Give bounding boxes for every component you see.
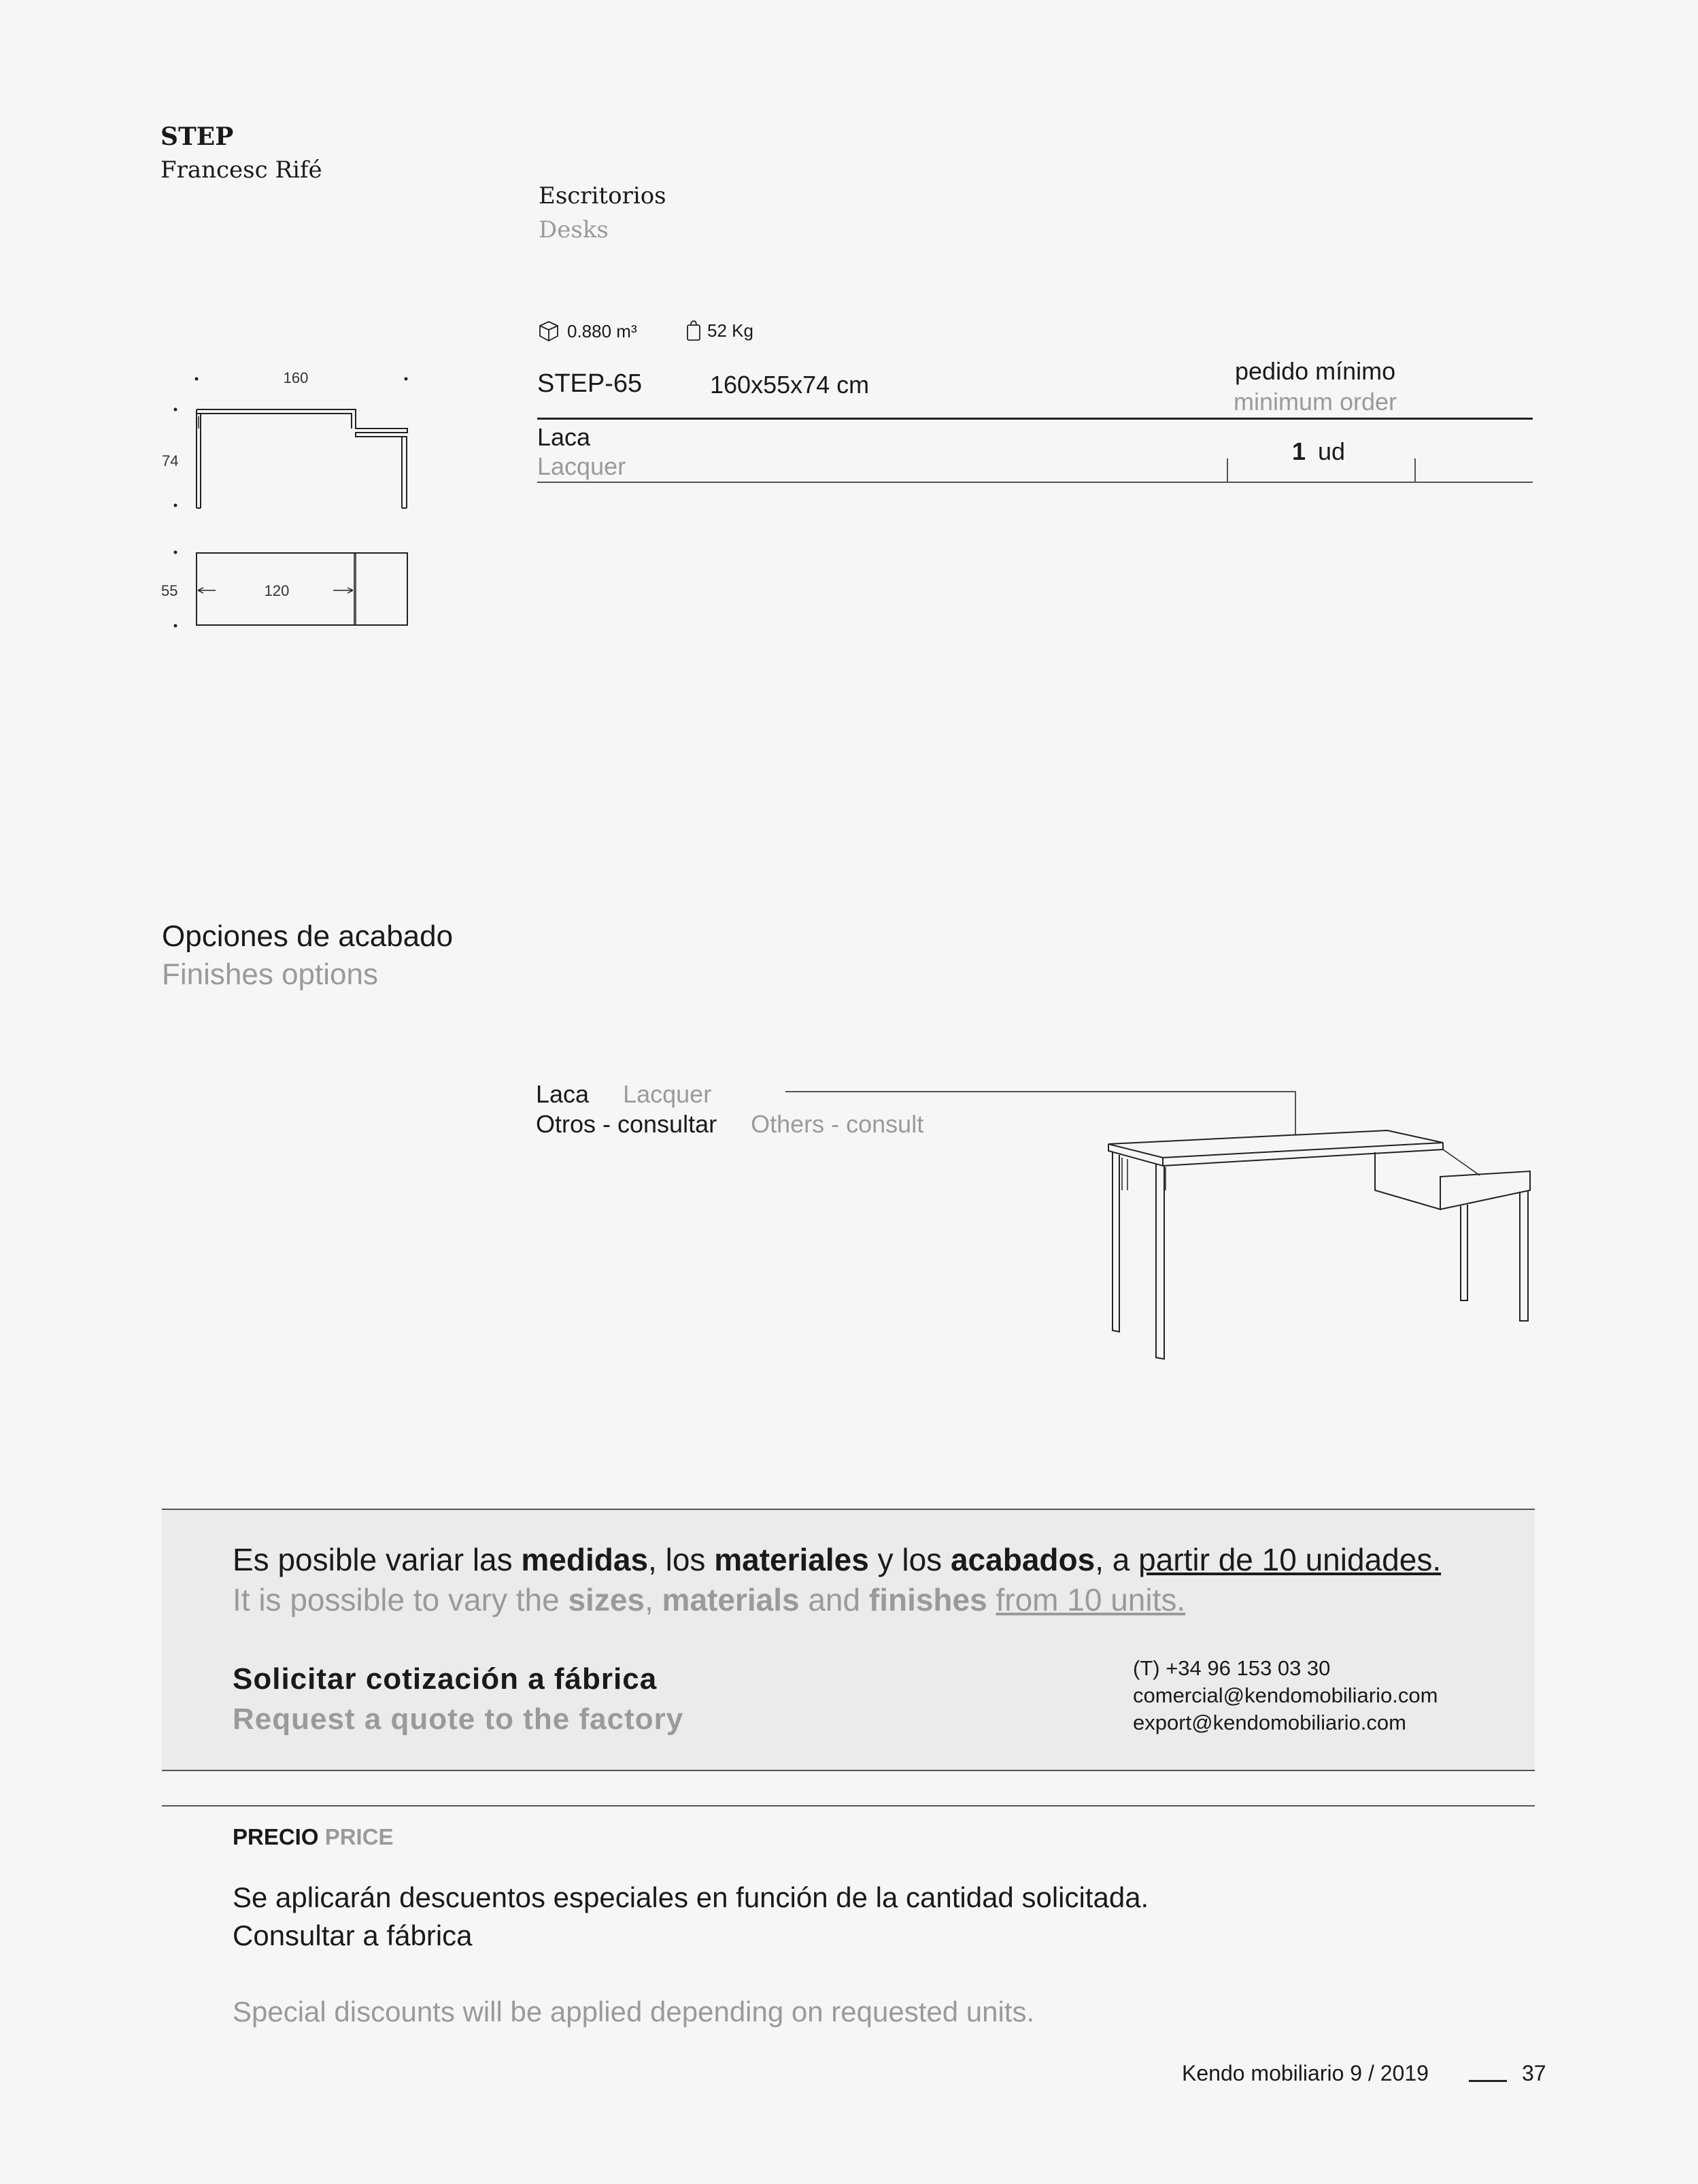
reference-code: STEP-65 [537,369,643,398]
request-quote-es: Solicitar cotización a fábrica [233,1662,658,1696]
request-quote-en: Request a quote to the factory [233,1702,684,1736]
volume-spec [537,320,637,343]
price-text-es-consult: Consultar a fábrica [233,1919,473,1951]
dim-depth: 55 [161,582,178,599]
footer-catalog: Kendo mobiliario 9 / 2019 [1182,2061,1429,2085]
volume-value: 0.880 m³ [567,320,637,341]
customization-note-en: It is possible to vary the sizes, materials and finishes from 10 units. [233,1582,1186,1617]
dim-height: 74 [162,452,179,469]
page-number: 37 [1522,2061,1546,2085]
finish-option-en: Lacquer [623,1080,712,1108]
min-order-quantity [1292,437,1345,466]
quantity-value: 1 [1292,437,1306,465]
category-en: Desks [539,216,609,243]
contact-phone[interactable]: (T) +34 96 153 03 30 [1133,1656,1331,1680]
contact-block [1133,1655,1438,1736]
reference-dimensions: 160x55x74 cm [710,371,870,399]
product-name: STEP [160,122,234,151]
footer-dash [1469,2080,1507,2082]
contact-email-export[interactable]: export@kendomobiliario.com [1133,1711,1406,1734]
contact-email-commercial[interactable]: comercial@kendomobiliario.com [1133,1683,1438,1707]
finishes-title-es: Opciones de acabado [162,920,454,953]
weight-icon [685,320,702,341]
price-label [233,1824,394,1850]
price-label-en: PRICE [324,1824,394,1849]
finish-option-es: Otros - consultar [536,1110,717,1138]
price-text-en: Special discounts will be applied depending on requested units. [233,1996,1035,2028]
dim-inner-width: 120 [264,582,290,599]
weight-spec [685,320,753,341]
customization-note-es: Es posible variar las medidas, los materiales y los acabados, a partir de 10 unidades. [233,1542,1442,1577]
price-label-es: PRECIO [233,1824,319,1849]
quantity-divider-left [1227,458,1228,482]
table-header-rule [537,418,1533,420]
min-order-label-en: minimum order [1234,388,1397,416]
technical-drawing [153,360,425,639]
quantity-unit: ud [1318,437,1346,465]
price-text-es: Se aplicarán descuentos especiales en función de la cantidad solicitada. [233,1881,1149,1913]
dim-width: 160 [283,369,309,386]
category-es: Escritorios [539,182,666,209]
quantity-divider-right [1414,458,1416,482]
designer-name: Francesc Rifé [160,156,322,184]
finish-name-en: Lacquer [537,452,626,480]
table-row-rule [537,482,1533,483]
desk-illustration [782,1081,1544,1367]
finish-name-es: Laca [537,423,591,451]
weight-value: 52 Kg [707,320,753,341]
box-icon [537,320,560,343]
finish-option-en: Others - consult [751,1110,924,1138]
price-rule [162,1805,1535,1807]
finish-option [536,1080,711,1109]
finish-option-es: Laca [536,1080,590,1108]
finishes-title-en: Finishes options [162,958,378,991]
min-order-label-es: pedido mínimo [1235,357,1396,385]
